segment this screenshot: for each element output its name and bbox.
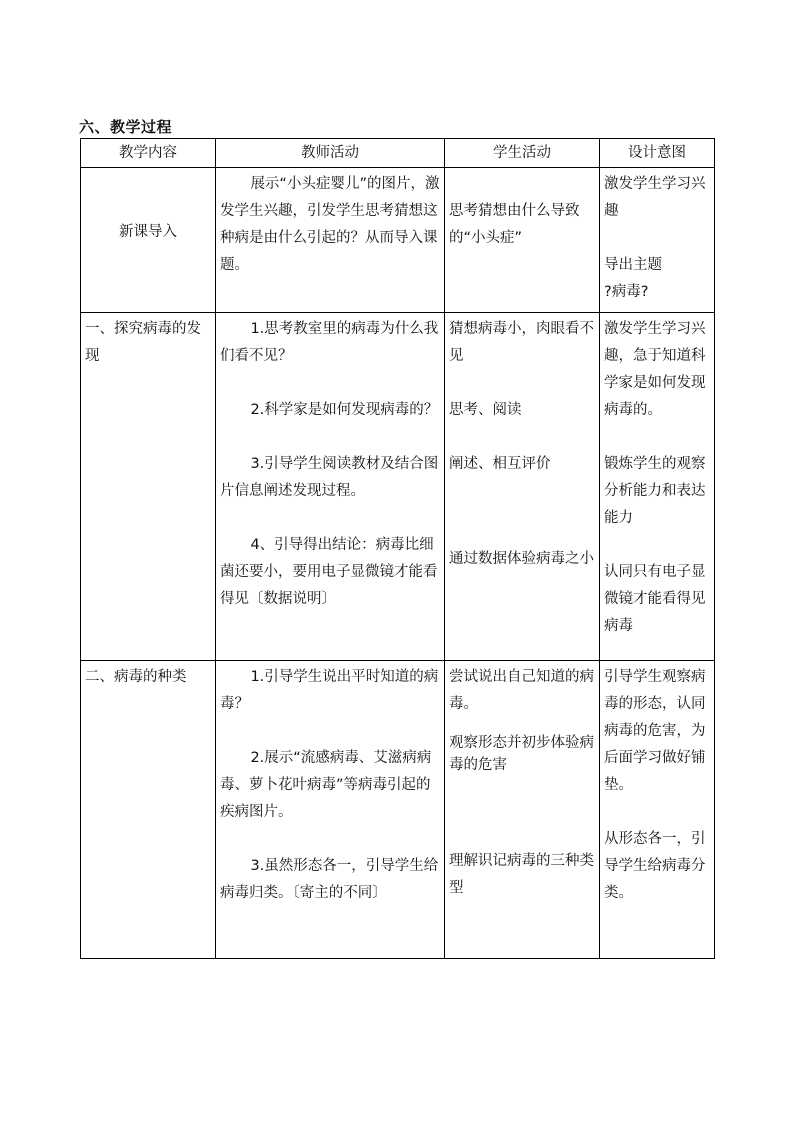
topic-text: 二、病毒的种类 [85,669,187,685]
table-row [81,168,715,313]
topic-text: 新课导入 [119,224,177,240]
teacher-step: 1.思考教室里的病毒为什么我们看不见？ [220,321,439,364]
teacher-step: 2.科学家是如何发现病毒的？ [250,402,439,418]
topic-text: 一、探究病毒的发现 [85,321,201,364]
header-content: 教学内容 [81,139,216,168]
intent-text: ?病毒? [604,284,649,300]
intent-text: 激发学生学习兴趣，急于知道科学家是如何发现病毒的。 [604,321,706,418]
teacher-step: 2.展示“流感病毒、艾滋病病毒、萝卜花叶病毒”等病毒引起的疾病图片。 [220,750,432,820]
student-activity: 猜想病毒小，肉眼看不见 [449,321,594,364]
student-cell [445,661,600,959]
teacher-step: 1.引导学生说出平时知道的病毒？ [220,669,439,712]
intent-text: 导出主题 [604,257,662,273]
intent-text: 锻炼学生的观察分析能力和表达能力 [604,456,706,526]
intent-cell [600,168,715,313]
teacher-step: 3.引导学生阅读教材及结合图片信息阐述发现过程。 [220,456,439,499]
header-intent: 设计意图 [600,139,715,168]
intent-text: 认同只有电子显微镜才能看得见病毒 [604,564,706,634]
teacher-step: 展示“小头症婴儿”的图片，激发学生兴趣，引发学生思考猜想这种病是由什么引起的？从而导入课题。 [220,176,440,273]
student-activity: 尝试说出自己知道的病毒。 [449,669,594,712]
header-teacher: 教师活动 [216,139,445,168]
student-activity: 观察形态并初步体验病毒的危害 [449,735,594,773]
teacher-cell [216,313,445,661]
teacher-cell [216,661,445,959]
teacher-step: 3.虽然形态各一，引导学生给病毒归类。〔寄主的不同〕 [220,858,439,901]
student-activity: 思考猜想由什么导致的“小头症” [449,203,580,246]
topic-cell [81,661,216,959]
header-student: 学生活动 [445,139,600,168]
teacher-cell [216,168,445,313]
intent-text: 激发学生学习兴趣 [604,176,706,219]
intent-text: 从形态各一，引导学生给病毒分类。 [604,831,706,901]
section-heading: 六、教学过程 [79,118,173,136]
student-cell [445,313,600,661]
table-header-row [81,139,715,168]
intent-cell [600,313,715,661]
student-activity: 理解识记病毒的三种类型 [449,853,594,896]
table-row [81,661,715,959]
student-activity: 通过数据体验病毒之小 [449,551,594,567]
teaching-process-table [80,138,715,959]
topic-cell [81,168,216,313]
teacher-step: 4、引导得出结论：病毒比细菌还要小，要用电子显微镜才能看得见〔数据说明〕 [220,537,438,607]
topic-cell [81,313,216,661]
student-activity: 思考、阅读 [449,402,522,418]
student-cell [445,168,600,313]
intent-text: 引导学生观察病毒的形态，认同病毒的危害，为后面学习做好铺垫。 [604,669,706,793]
intent-cell [600,661,715,959]
student-activity: 阐述、相互评价 [449,456,551,472]
table-row [81,313,715,661]
